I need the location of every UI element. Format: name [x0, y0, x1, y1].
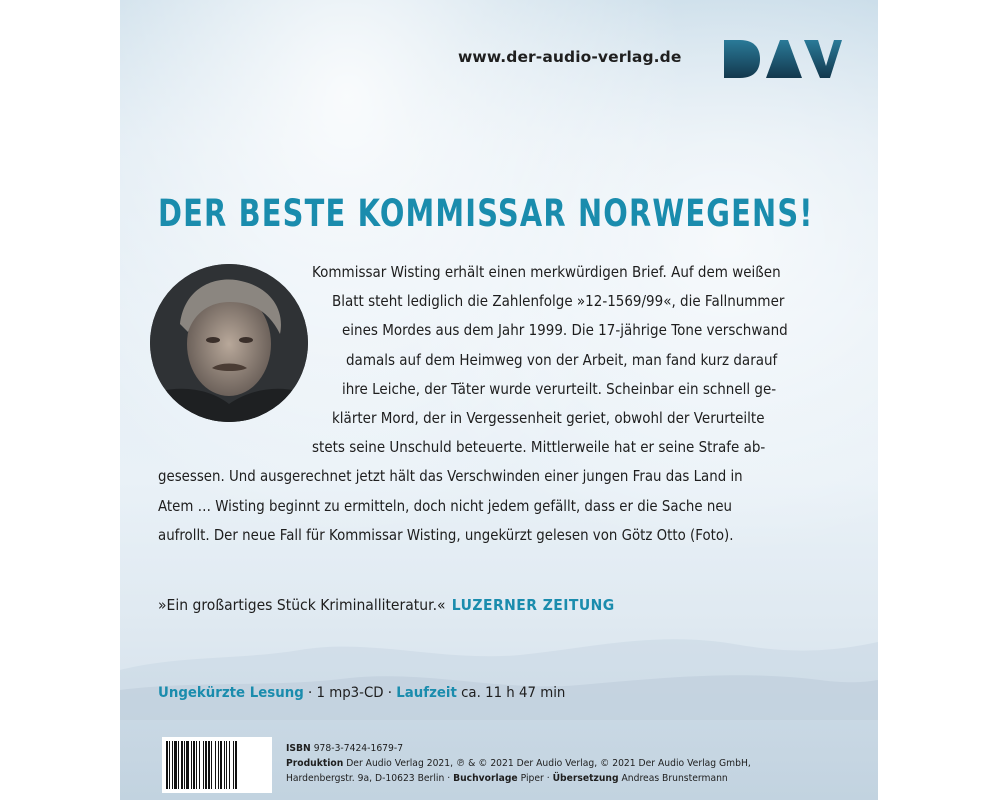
address-value: Hardenbergstr. 9a, D-10623 Berlin ·	[286, 773, 454, 784]
imprint-line-address	[286, 771, 751, 786]
barcode-bar	[218, 741, 219, 789]
barcode-bar	[235, 741, 237, 789]
barcode-bar	[220, 741, 222, 789]
description-line: ihre Leiche, der Täter wurde verurteilt. Scheinbar ein schnell ge-	[342, 379, 777, 398]
press-quote	[158, 596, 615, 614]
imprint	[286, 741, 751, 786]
unabridged-label: Ungekürzte Lesung	[158, 685, 304, 701]
translation-label: Übersetzung	[552, 773, 619, 784]
isbn-value: 978-3-7424-1679-7	[310, 743, 404, 754]
barcode-bar	[211, 741, 212, 789]
barcode-bar	[199, 741, 200, 789]
description-line: Blatt steht lediglich die Zahlenfolge »12-1569/99«, die Fallnummer	[332, 292, 785, 311]
barcode-bar	[178, 741, 179, 789]
barcode-bar	[191, 741, 192, 789]
barcode-bar	[224, 741, 225, 789]
format-value: 1 mp3-CD	[316, 685, 384, 701]
barcode-bar	[186, 741, 189, 789]
imprint-line-isbn	[286, 741, 751, 756]
quote-text: »Ein großartiges Stück Kriminalliteratur.«	[158, 596, 446, 614]
separator: ·	[383, 685, 397, 701]
barcode-bar	[166, 741, 168, 789]
production-label: Produktion	[286, 758, 344, 769]
dav-logo	[722, 38, 842, 80]
book-label: Buchvorlage	[453, 773, 518, 784]
product-info	[158, 685, 565, 701]
barcode-bar	[229, 741, 230, 789]
description-line: aufrollt. Der neue Fall für Kommissar Wisting, ungekürzt gelesen von Götz Otto (Foto).	[158, 525, 734, 544]
barcode-bar	[203, 741, 204, 789]
barcode-bar	[174, 741, 177, 789]
description-line: Atem … Wisting beginnt zu ermitteln, doch nicht jedem gefällt, dass er die Sache neu	[158, 496, 733, 515]
barcode-bar	[172, 741, 173, 789]
barcode-bar	[184, 741, 185, 789]
barcode-bar	[233, 741, 234, 789]
description-line: Kommissar Wisting erhält einen merkwürdigen Brief. Auf dem weißen	[312, 263, 781, 281]
separator: ·	[303, 685, 317, 701]
barcode-bar	[215, 741, 216, 789]
book-value: Piper ·	[517, 773, 553, 784]
barcode	[162, 737, 272, 793]
misty-landscape	[120, 600, 878, 720]
isbn-label: ISBN	[286, 743, 311, 754]
description-line: damals auf dem Heimweg von der Arbeit, man fand kurz darauf	[346, 350, 778, 369]
runtime-value: ca. 11 h 47 min	[456, 685, 566, 701]
narrator-portrait	[150, 264, 308, 422]
headline: DER BESTE KOMMISSAR NORWEGENS!	[158, 192, 814, 235]
barcode-bar	[181, 741, 183, 789]
description-line: gesessen. Und ausgerechnet jetzt hält das Verschwinden einer jungen Frau das Land in	[158, 467, 743, 486]
imprint-line-production	[286, 756, 751, 771]
barcode-bar	[169, 741, 170, 789]
cd-back-cover	[120, 0, 878, 800]
barcode-bar	[205, 741, 207, 789]
barcode-bar	[208, 741, 210, 789]
translation-value: Andreas Brunstermann	[618, 773, 728, 784]
quote-source: LUZERNER ZEITUNG	[451, 596, 615, 614]
barcode-bar	[226, 741, 227, 789]
production-value: Der Audio Verlag 2021, ℗ & © 2021 Der Audio Verlag, © 2021 Der Audio Verlag GmbH,	[343, 758, 751, 769]
barcode-bar	[196, 741, 197, 789]
barcode-bar	[193, 741, 195, 789]
description-line: stets seine Unschuld beteuerte. Mittlerweile hat er seine Strafe ab-	[312, 438, 766, 457]
description-line: klärter Mord, der in Vergessenheit geriet, obwohl der Verurteilte	[332, 409, 765, 427]
runtime-label: Laufzeit	[396, 685, 457, 701]
description-line: eines Mordes aus dem Jahr 1999. Die 17-jährige Tone verschwand	[342, 321, 788, 340]
publisher-url[interactable]: www.der-audio-verlag.de	[458, 48, 682, 66]
